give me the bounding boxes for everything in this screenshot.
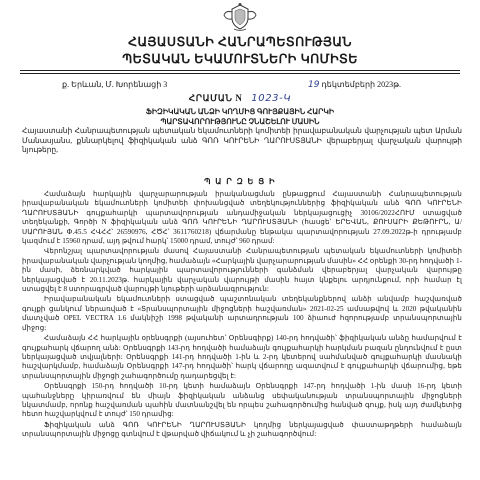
header-divider-bottom: [20, 73, 460, 74]
intro-paragraph: Հայաստանի Հանրապետության պետական եկամուտների կոմիտեի իրավաբանական վարչության պետ Արման Մանասյանս, քննարկելով ֆիզիկական անձ ԳՈՌ ԿՈՒՐԵՆԻ ՂԱՐՈՒՍՏՅԱՆԻ վերաբերյալ վարչական վարույթի նյութերը,: [22, 126, 462, 155]
org-name-line1: ՀԱՅԱՍՏԱՆԻ ՀԱՆՐԱՊԵՏՈՒԹՅԱՆ: [128, 35, 352, 49]
body-text: [22, 190, 462, 441]
body-paragraph: Համաձայն ՀՀ հարկային օրենսգրքի (այսուհետ՝ Օրենսգիրք) 140-րդ հոդվածի՝ ֆիզիկական անձը համարվում է գույքահարկ վճարող անձ: Օրենսգրքի 143-րդ հոդվածի համաձայն գույքահարկի հարկման բազան ընդունվում է ըստ ներկայացված տվյալների: Օրենսգրքի 141-րդ հոդվածի 1-ին և 2-րդ կետերով սահմանված գույքահարկի մասնակի հաշվարկմամբ, համաձայն Օրենսգրքի 147-րդ հոդվածի՝ հարկ վճարողը ազատվում է գույքահարկի վճարումից, եթե տրանսպորտային միջոցի շահագործումը դադարեցվել է:: [22, 334, 462, 380]
order-title: [0, 93, 480, 104]
coat-of-arms-icon: [222, 2, 258, 32]
order-number: 1023-Կ: [251, 93, 292, 104]
document-date: [308, 80, 401, 90]
body-paragraph: Համաձայն հարկային վարչարարության իրականացման ընթացքում Հայաստանի Հանրապետության իրավաբանական եկամուտների կոմիտեի փոխանցված տեղեկություններից ֆիզիկական անձ ԳՈՌ ԿՈՒՐԵՆԻ ՂԱՐՈՒՍՏՅԱՆԻ գույքահարկի պարտավորության անդամիջական ներկայացուցիչ 30106/2022ՀՈՒՄ ստացված տեղեկանքի, Գործի N ֆիզիկական անձ ԳՈՌ ԿՈՒՐԵՆԻ ՂԱՐՈՒՍՏՅԱՆԻ (հասցե՝ ԵՐԵՎԱՆ, ՔՈՒՍԱՐԻ ՔԵԹՈՒՐՆ, Ա/ ՍԱՐՈՒՅԱՆ Փ.45.5 ՀՎՀՀ՝ 26590976, ՀԾՀ՝ 3611760218) վճարմանը ենթակա պարտավորության 27.09.2022թ-ի դրությամբ կազմում է 15960 դրամ, այդ թվում հարկ՝ 15000 դրամ, տույժ՝ 960 դրամ:: [22, 190, 462, 246]
body-paragraph: Իրավաբանական եկամուտների ստացված պաշտոնական տեղեկանքներով անձի անվամբ հաշվառված գույքի ցանկում ներառված է «Տրանսպորտային միջոցների հաշվառման» 2021-02-25 ամսաթվով և 2020 թվականին մատչված OPEL VECTRA 1.6 մակնիշի 1998 թվականի արտադրության 100 ձիաուժ հզորությամբ տրանսպորտային միջոց:: [22, 295, 462, 332]
body-paragraph: Վերոնշյալ պարտավորության մասով Հայաստանի Հանրապետության պետական եկամուտների կոմիտեի իրավաբանական վարչության կողմից, համաձայն «Հարկային վարչարարության մասին» ՀՀ օրենքի 30-րդ հոդվածի 1-ին մասի, ձեռնարկված հարկային պարտավորությունների գանձման վերաբերյալ վարչական վարույթը ներկայացված է 20.11.2023թ. հարկային վարչական վարույթի մասին հայտ կնքելու արդյունքում, որի համար էլ ստացվել է 8 ստորագրված վարույթի նյութերի արձանագրություն:: [22, 247, 462, 294]
decide-heading: Պ Ա Ր Զ Ե Ց Ի: [204, 177, 276, 186]
city-address: ք. Երևան, Մ. Խորենացի 3: [62, 80, 168, 89]
body-paragraph: Օրենսգրքի 150-րդ հոդվածի 10-րդ կետի համաձայն Օրենսգրքի 147-րդ հոդվածի 1-ին մասի 16-րդ կետի պահանջները կիրառվում են միայն ֆիզիկական անձանց սեփականության տրանսպորտային միջոցների նկատմամբ, որոնք հաշվառման պահին մատնանշվել են որպես շահագործումից հանված գույք, իսկ այդ ժամկետից հետո հաշվարկվում է տույժ՝ 150 դրամից:: [22, 382, 462, 419]
order-subject-line2: ՊԱՐՏԱՎՈՐՈՒԹՅՈՒՆԸ ՉՆԱՇԵԼՈՒ ՄԱՍԻՆ: [160, 117, 320, 126]
org-name-line2: ՊԵՏԱԿԱՆ ԵԿԱՄՈՒՏՆԵՐԻ ԿՈՄԻՏԵ: [122, 52, 358, 66]
date-rest: դեկտեմբերի 2023թ.: [321, 80, 402, 89]
order-subject-line1: ՖԻԶԻԿԱԿԱՆ ԱՆՁԻ ԿՈՂՄԻՑ ԳՈՒՅՔԱՅԻՆ ՀԱՐԿԻ: [145, 107, 335, 116]
order-label: ՀՐԱՄԱՆ N: [188, 93, 243, 103]
date-day: 19: [308, 80, 320, 90]
header-divider-top: [20, 70, 460, 71]
body-paragraph: Ֆիզիկական անձ ԳՈՌ ԿՈՒՐԵՆԻ ՂԱՐՈՒՍՏՅԱՆԻ կողմից ներկայացված փաստաթղթերի համաձայն տրանսպորտային միջոցը գտնվում է վթարված վիճակում և չի շահագործվում:: [22, 420, 462, 439]
